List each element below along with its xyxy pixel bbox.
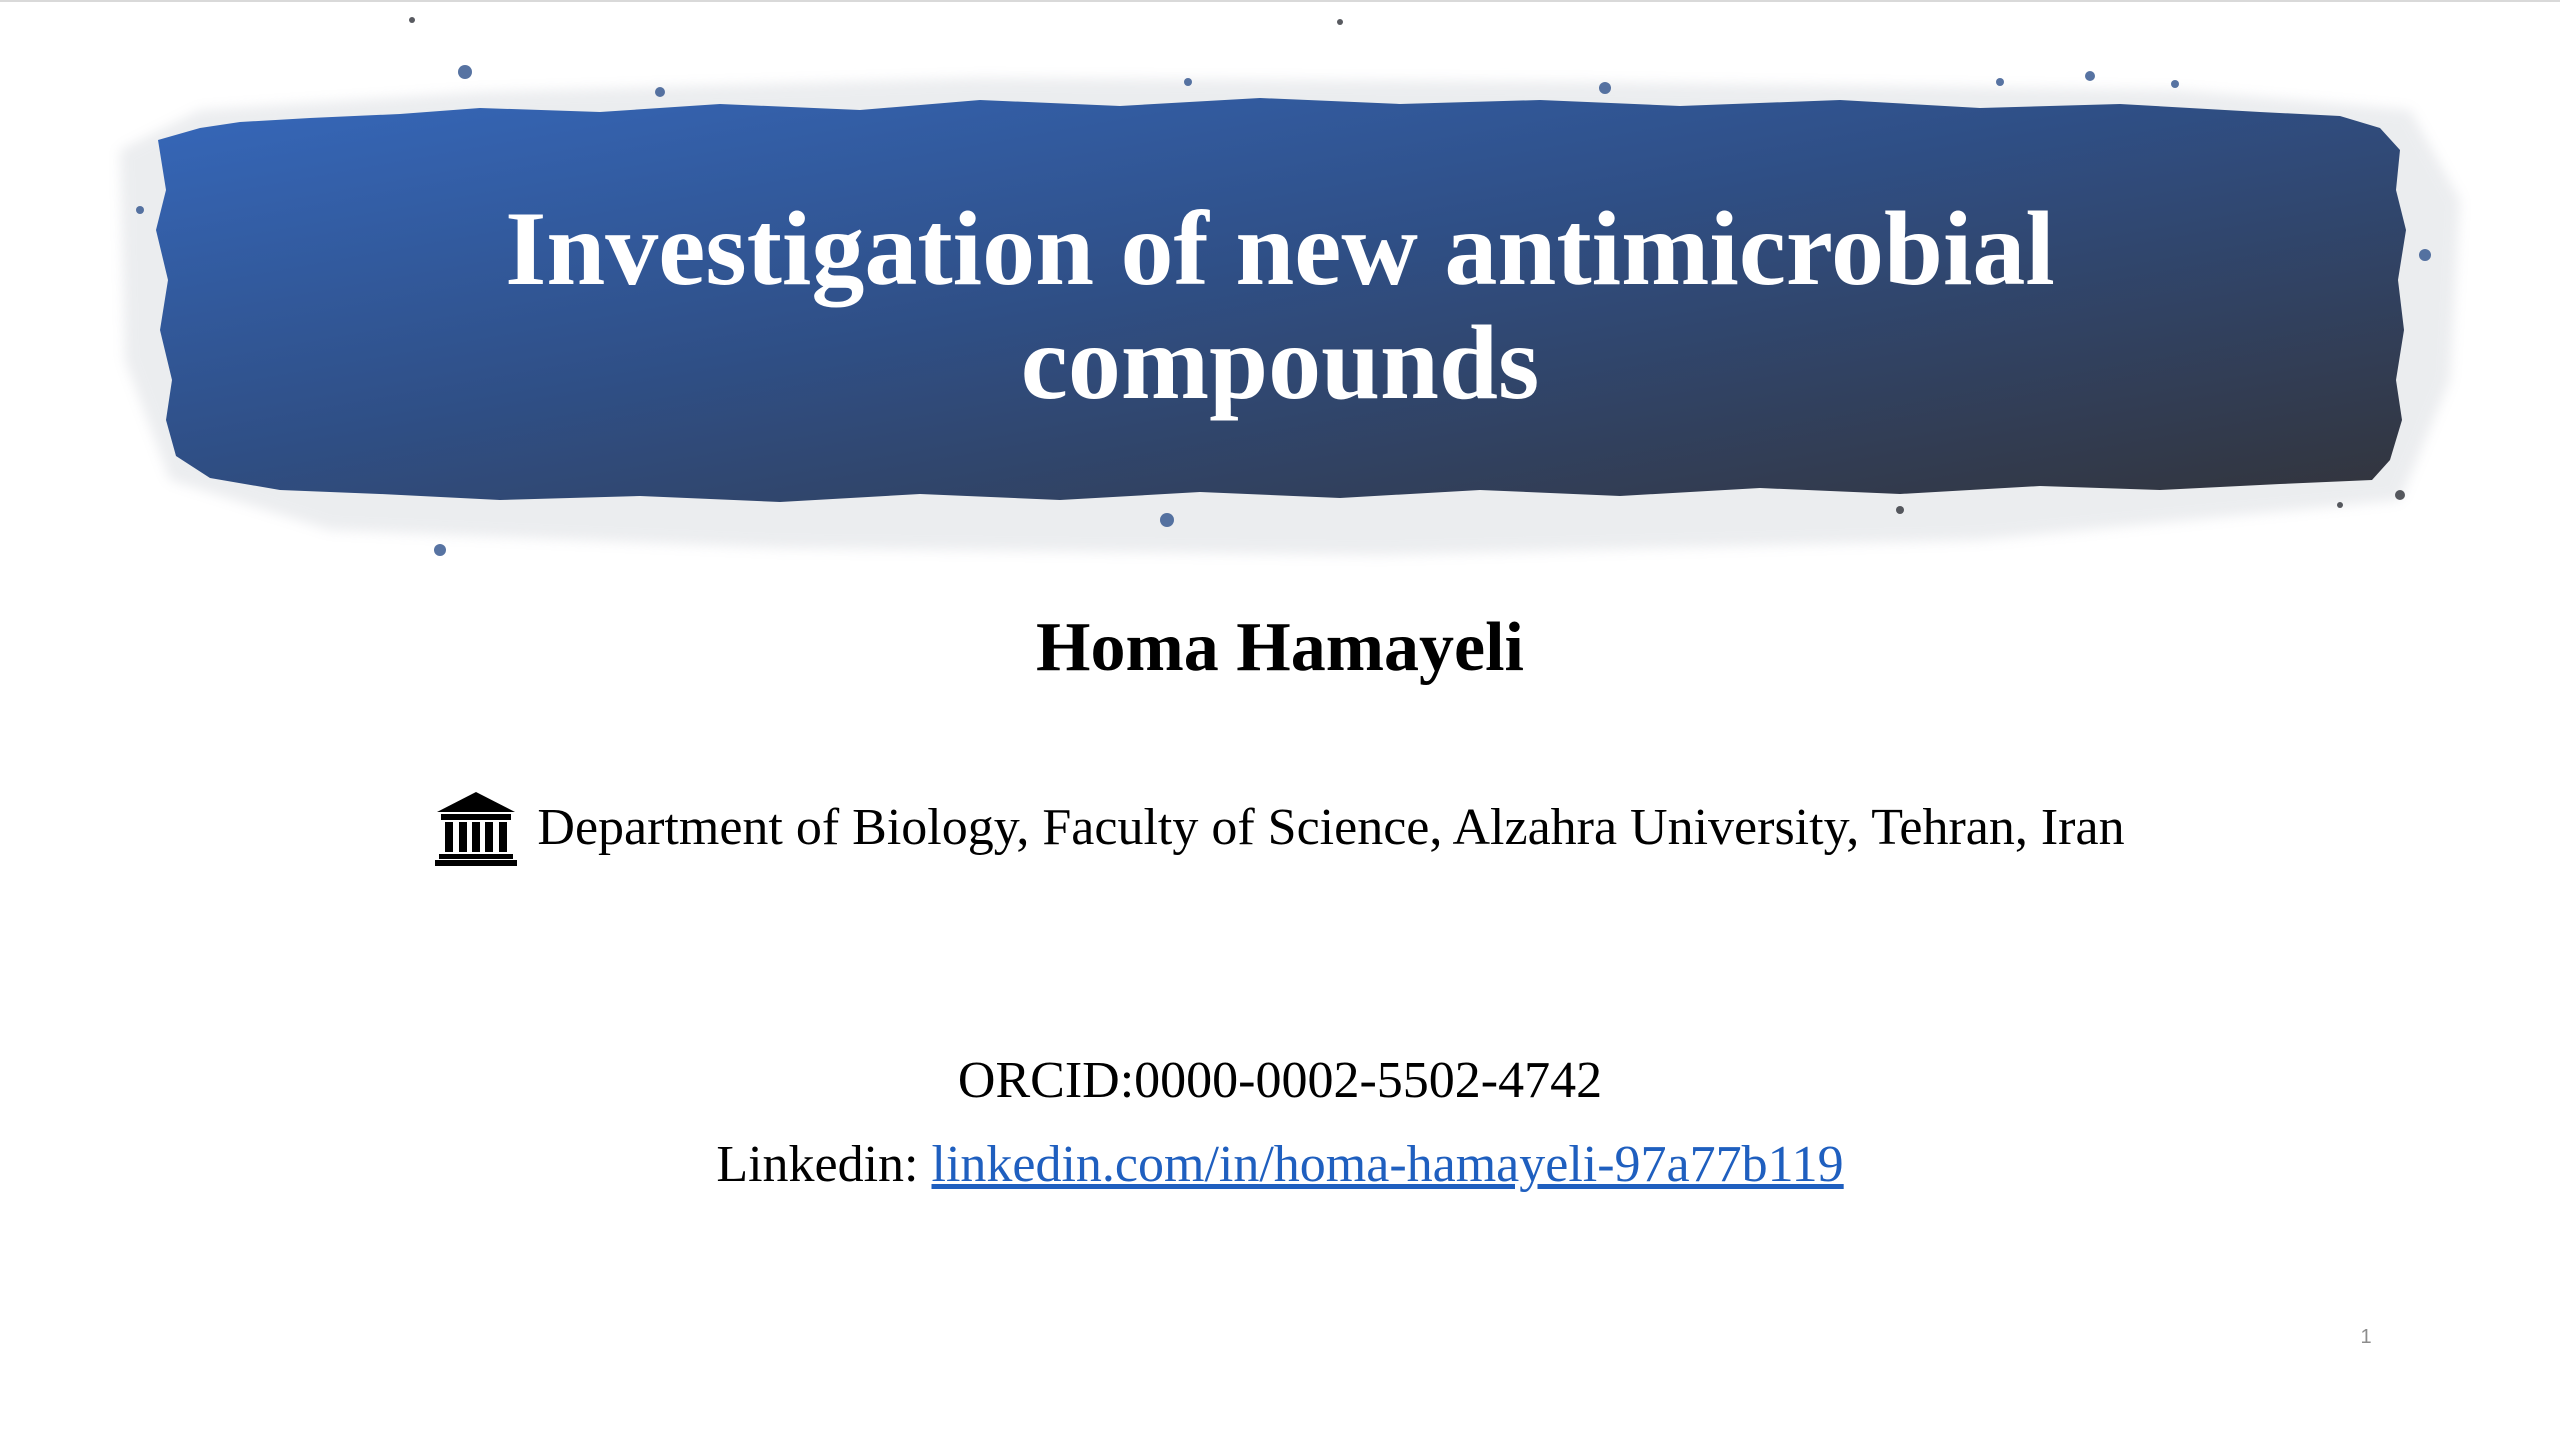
linkedin-link[interactable]: linkedin.com/in/homa-hamayeli-97a77b119 bbox=[931, 1136, 1844, 1193]
affiliation-text: Department of Biology, Faculty of Science, Alzahra University, Tehran, Iran bbox=[537, 799, 2125, 856]
linkedin-row bbox=[0, 1130, 2560, 1200]
author-name: Homa Hamayeli bbox=[1036, 609, 1524, 686]
page-number: 1 bbox=[2360, 1326, 2372, 1348]
title-line-1: Investigation of new antimicrobial bbox=[505, 190, 2055, 307]
linkedin-label: Linkedin: bbox=[716, 1136, 932, 1193]
institution-icon bbox=[435, 790, 517, 866]
title-line-2: compounds bbox=[1020, 304, 1540, 421]
orcid-id: ORCID:0000-0002-5502-4742 bbox=[957, 1052, 1603, 1109]
affiliation-row bbox=[0, 792, 2560, 864]
slide-title bbox=[360, 192, 2200, 420]
